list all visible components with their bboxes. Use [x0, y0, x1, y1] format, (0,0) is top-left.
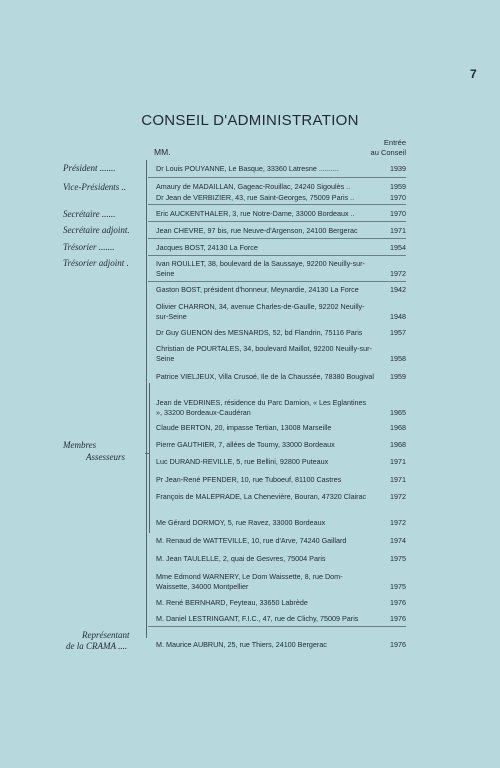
entry-year: 1975	[390, 581, 406, 591]
entry-text: Christian de POURTALES, 34, boulevard Maillot, 92200 Neuilly-sur-Seine	[156, 344, 372, 363]
list-item	[156, 372, 406, 382]
row-separator	[148, 626, 406, 627]
entry-year: 1954	[390, 243, 406, 252]
entry-text: M. Maurice AUBRUN, 25, rue Thiers, 24100 Bergerac	[156, 640, 327, 649]
entry-text: M. Renaud de WATTEVILLE, 10, rue d'Arve, 74240 Gaillard	[156, 536, 347, 545]
entry-text: Olivier CHARRON, 34, avenue Charles-de-Gaulle, 92202 Neuilly-sur-Seine	[156, 302, 365, 321]
role-tresorier-adjoint: Trésorier adjoint .	[63, 258, 129, 268]
entry-year: 1976	[390, 614, 406, 623]
entry-year: 1959	[390, 372, 406, 381]
entry-text: Dr Jean de VERBIZIER, 43, rue Saint-Georges, 75009 Paris ..	[156, 193, 355, 202]
list-item	[156, 614, 406, 624]
row-separator	[148, 221, 406, 222]
list-item	[156, 164, 406, 174]
role-representant: Représentant	[82, 630, 130, 640]
entry-year: 1971	[390, 226, 406, 235]
column-header-entree-line2: au Conseil	[370, 148, 406, 157]
list-item	[156, 440, 406, 450]
entry-year: 1974	[390, 536, 406, 545]
row-separator	[148, 238, 406, 239]
entry-year: 1959	[390, 182, 406, 191]
row-separator	[148, 204, 406, 205]
entry-year: 1965	[390, 407, 406, 417]
entry-year: 1976	[390, 640, 406, 649]
list-item	[156, 182, 406, 192]
list-item	[156, 243, 406, 253]
entry-text: Amaury de MADAILLAN, Gageac-Rouillac, 24240 Sigoulès ..	[156, 182, 351, 191]
list-item	[156, 492, 406, 502]
role-secretaire-adjoint: Secrétaire adjoint.	[63, 225, 130, 235]
row-separator	[148, 177, 406, 178]
entry-year: 1970	[390, 193, 406, 202]
list-item	[156, 572, 406, 592]
entry-text: M. René BERNHARD, Feyteau, 33650 Labrède	[156, 598, 308, 607]
list-item	[156, 226, 406, 236]
list-item	[156, 457, 406, 467]
role-membres: Membres	[63, 440, 97, 450]
role-president: Président .......	[63, 163, 116, 173]
list-item	[156, 598, 406, 608]
entry-text: Mme Edmond WARNERY, Le Dom Waissette, 8, rue Dom-Waissette, 34000 Montpellier	[156, 572, 343, 591]
entry-year: 1971	[390, 457, 406, 466]
entry-text: Claude BERTON, 20, impasse Tertian, 13008 Marseille	[156, 423, 332, 432]
entry-text: Jean de VEDRINES, résidence du Parc Damion, « Les Eglantines », 33200 Bordeaux-Caudéran	[156, 398, 367, 417]
entry-year: 1968	[390, 423, 406, 432]
role-de-la-crama: de la CRAMA ....	[66, 641, 128, 651]
entry-year: 1968	[390, 440, 406, 449]
list-item	[156, 285, 406, 295]
role-secretaire: Secrétaire ......	[63, 209, 116, 219]
entry-text: Pr Jean-René PFENDER, 10, rue Tuboeuf, 81100 Castres	[156, 475, 342, 484]
list-item	[156, 259, 406, 279]
entry-text: Me Gérard DORMOY, 5, rue Ravez, 33000 Bordeaux	[156, 518, 326, 527]
entry-year: 1957	[390, 328, 406, 337]
entry-text: M. Daniel LESTRINGANT, F.I.C., 47, rue de Clichy, 75009 Paris	[156, 614, 359, 623]
role-vice-presidents: Vice-Présidents ..	[63, 182, 127, 192]
entry-year: 1970	[390, 209, 406, 218]
entry-year: 1958	[390, 353, 406, 363]
list-item	[156, 554, 406, 564]
entry-year: 1972	[390, 492, 406, 501]
list-item	[156, 518, 406, 528]
list-item	[156, 209, 406, 219]
entry-text: Luc DURAND-REVILLE, 5, rue Bellini, 92800 Puteaux	[156, 457, 329, 466]
list-item	[156, 536, 406, 546]
entry-text: Eric AUCKENTHALER, 3, rue Notre-Dame, 33000 Bordeaux ..	[156, 209, 355, 218]
entry-text: Ivan ROULLET, 38, boulevard de la Saussaye, 92200 Neuilly-sur-Seine	[156, 259, 365, 278]
entry-text: François de MALEPRADE, La Chenevière, Bouran, 47320 Clairac	[156, 492, 367, 501]
entry-text: Patrice VIELJEUX, Villa Crusoé, Ile de la Chaussée, 78380 Bougival	[156, 372, 375, 381]
role-tresorier: Trésorier .......	[63, 242, 115, 252]
row-separator	[148, 281, 406, 282]
list-item	[156, 475, 406, 485]
entry-text: Gaston BOST, président d'honneur, Meynardie, 24130 La Force	[156, 285, 359, 294]
entry-year: 1948	[390, 311, 406, 321]
entry-text: Dr Louis POUYANNE, Le Basque, 33360 Latresne ..........	[156, 164, 339, 173]
list-item	[156, 193, 406, 203]
entry-year: 1976	[390, 598, 406, 607]
members-brace	[141, 383, 150, 533]
entry-year: 1971	[390, 475, 406, 484]
list-item	[156, 423, 406, 433]
entry-text: Pierre GAUTHIER, 7, allées de Tourny, 33000 Bordeaux	[156, 440, 335, 449]
entry-year: 1972	[390, 518, 406, 527]
role-assesseurs: Assesseurs	[86, 452, 126, 462]
page-number: 7	[470, 67, 477, 81]
list-item	[156, 302, 406, 322]
list-item	[156, 344, 406, 364]
entry-year: 1975	[390, 554, 406, 563]
entry-text: Jacques BOST, 24130 La Force	[156, 243, 258, 252]
list-item	[156, 640, 406, 650]
column-header-entree-line1: Entrée	[383, 138, 406, 147]
entry-text: Jean CHEVRE, 97 bis, rue Neuve-d'Argenson, 24100 Bergerac	[156, 226, 358, 235]
list-item	[156, 328, 406, 338]
row-separator	[148, 255, 406, 256]
column-header-entree	[352, 138, 406, 158]
page-title: CONSEIL D'ADMINISTRATION	[141, 112, 359, 129]
entry-text: M. Jean TAULELLE, 2, quai de Gesvres, 75004 Paris	[156, 554, 326, 563]
entry-year: 1972	[390, 268, 406, 278]
entry-text: Dr Guy GUENON des MESNARDS, 52, bd Flandrin, 75116 Paris	[156, 328, 363, 337]
entry-year: 1942	[390, 285, 406, 294]
column-header-mm: MM.	[154, 147, 171, 157]
entry-year: 1939	[390, 164, 406, 173]
list-item	[156, 398, 406, 418]
